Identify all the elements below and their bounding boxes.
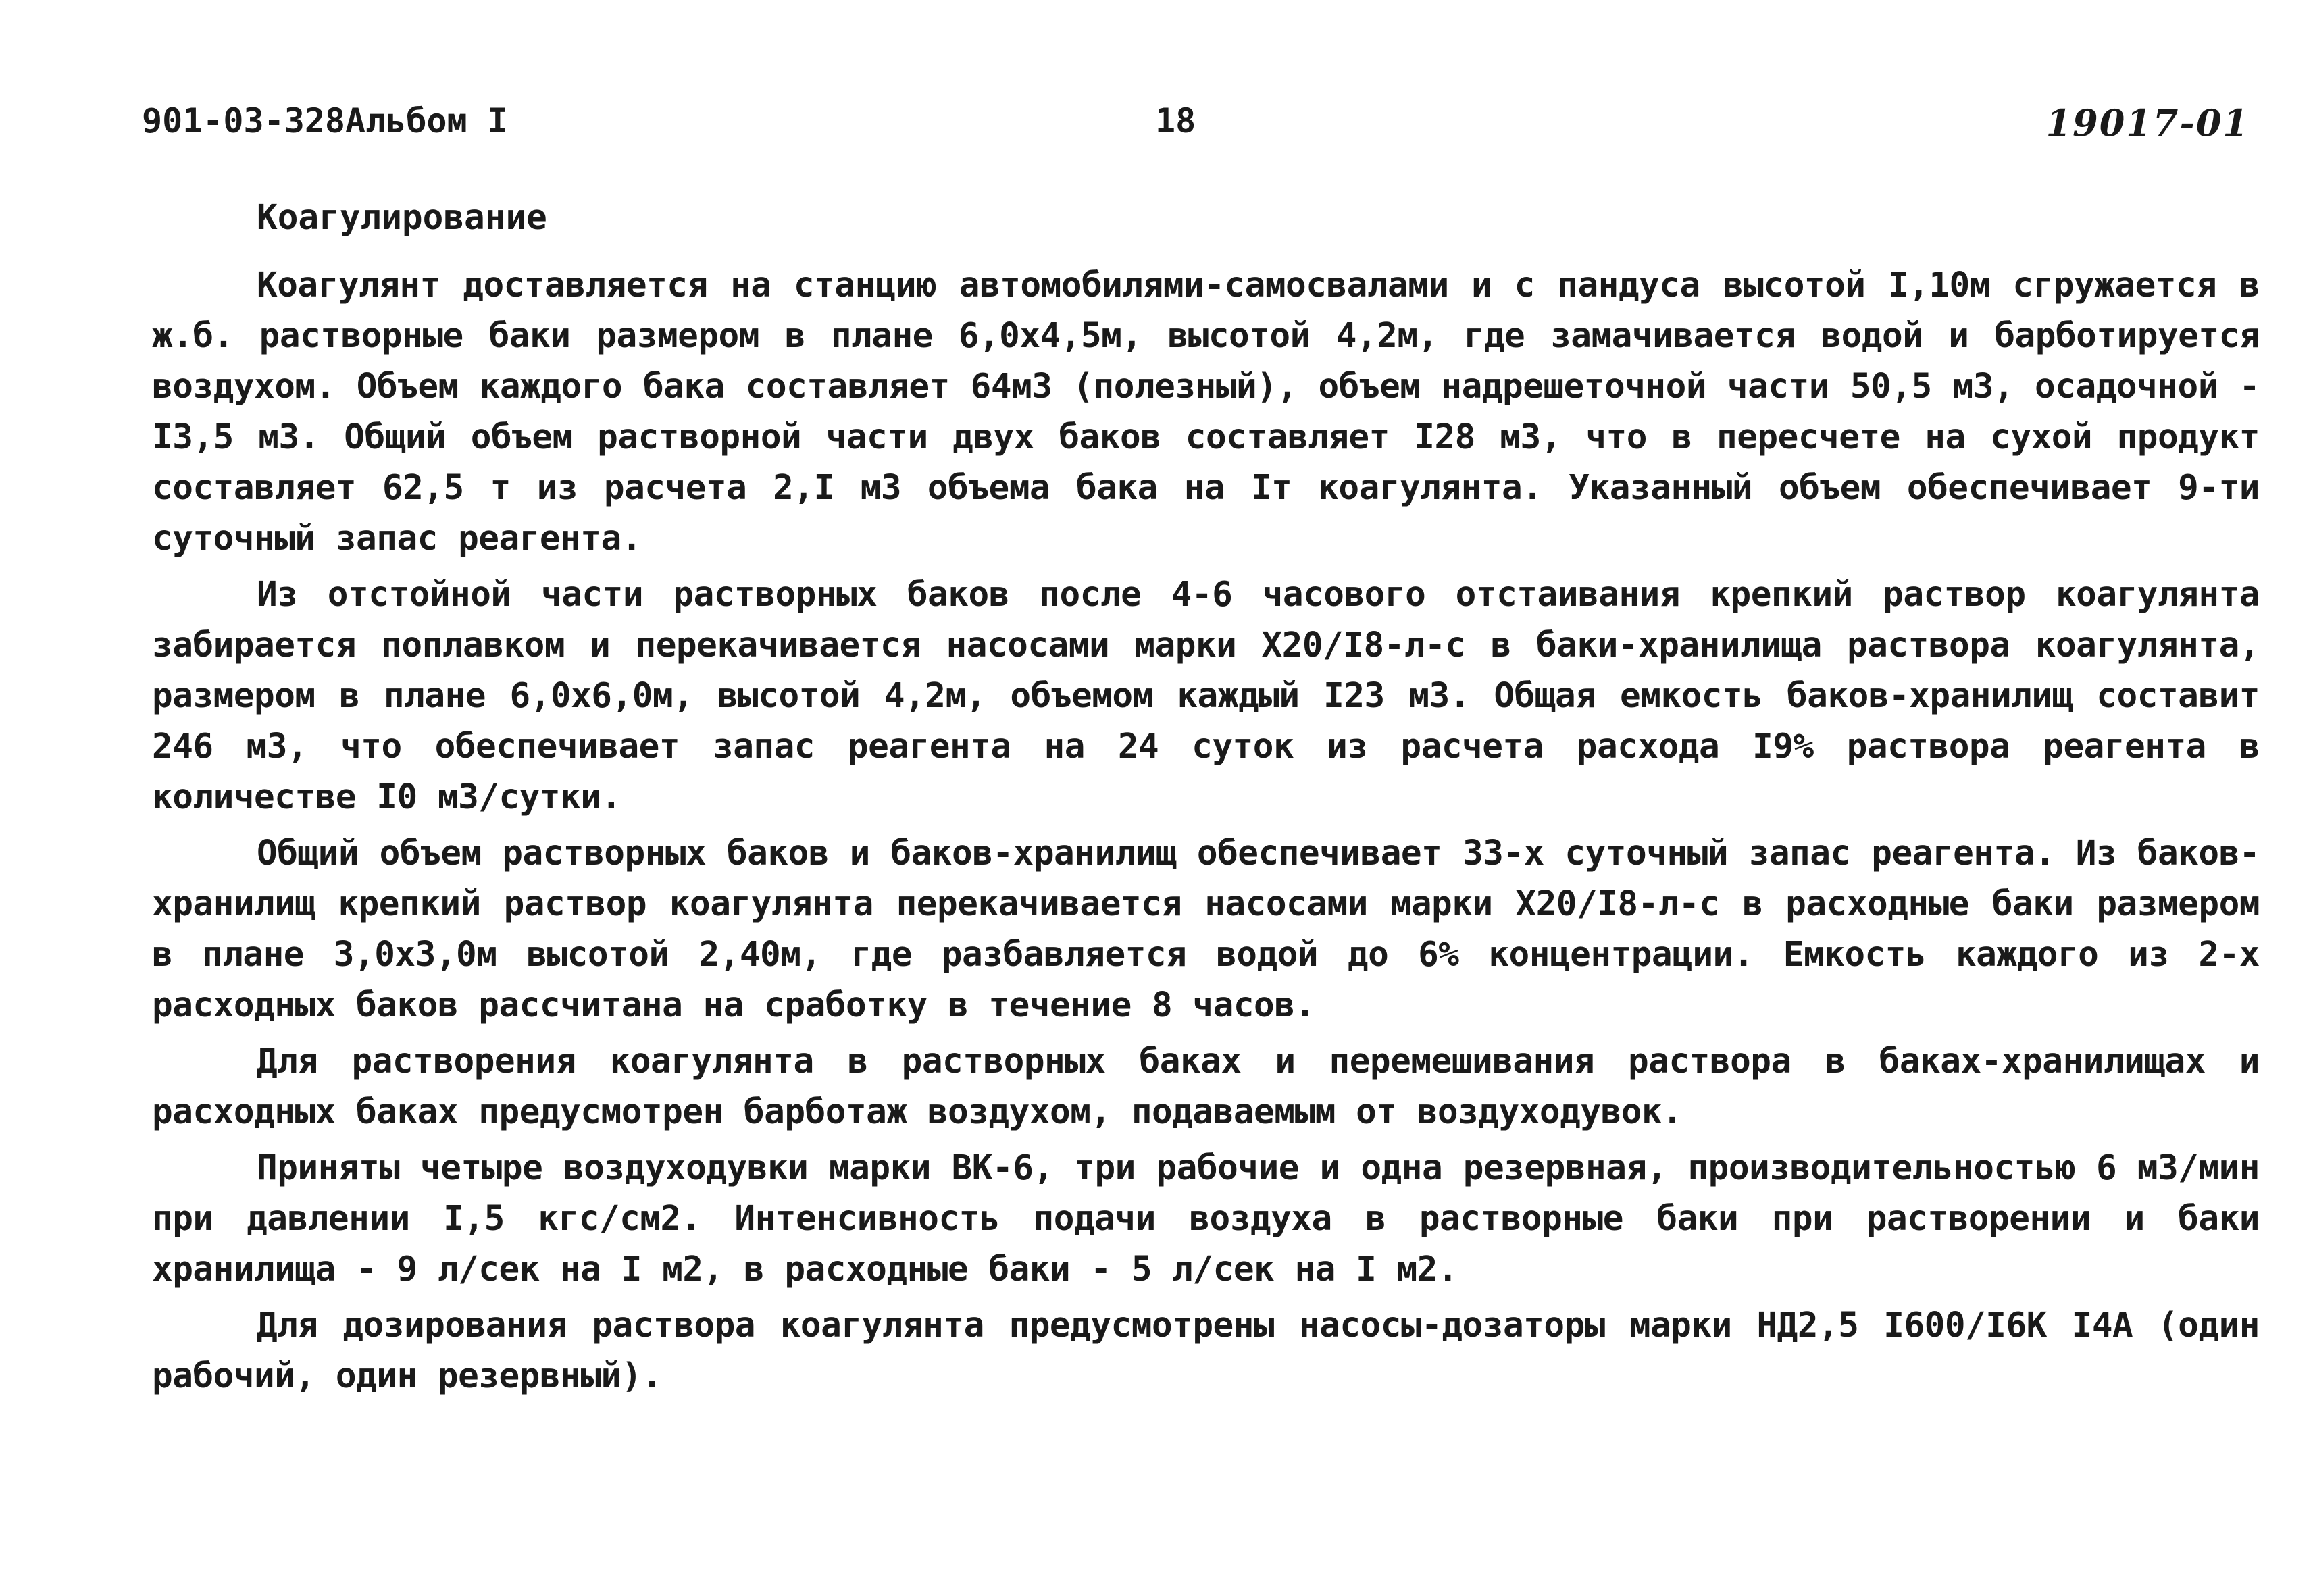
section-title: Коагулирование xyxy=(257,198,547,238)
paragraph-consumable-tanks: Общий объем растворных баков и баков-хранилищ обеспечивает 33-х суточный запас реагента. Из баков-хранилищ крепкий раствор коагулянта перекачивается насосами марки Х20/I8-л-с в расходные баки размером в плане 3,0х3,0м высотой 2,40м, где разбавляется водой до 6% концентрации. Емкость каждого из 2-х расходных баков рассчитана на сработку в течение 8 часов. xyxy=(152,833,2260,1025)
paragraph-dosing-pumps: Для дозирования раствора коагулянта предусмотрены насосы-дозаторы марки НД2,5 I600/I6К I4А (один рабочий, один резервный). xyxy=(152,1306,2260,1396)
paragraph-air-bubbling: Для растворения коагулянта в растворных баках и перемешивания раствора в баках-хранилищах и расходных баках предусмотрен барботаж воздухом, подаваемым от воздуходувок. xyxy=(152,1041,2260,1132)
page-header xyxy=(142,101,2250,155)
page-number: 18 xyxy=(1155,101,1196,140)
paragraph-storage-tanks: Из отстойной части растворных баков после 4-6 часового отстаивания крепкий раствор коагулянта забирается поплавком и перекачивается насосами марки Х20/I8-л-с в баки-хранилища раствора коагулянта, размером в плане 6,0х6,0м, высотой 4,2м, объемом каждый I23 м3. Общая емкость баков-хранилищ составит 246 м3, что обеспечивает запас реагента на 24 суток из расчета расхода I9% раствора реагента в количестве I0 м3/сутки. xyxy=(152,575,2260,817)
paragraph-coagulant-delivery: Коагулянт доставляется на станцию автомобилями-самосвалами и с пандуса высотой I,10м сгружается в ж.б. растворные баки размером в плане 6,0х4,5м, высотой 4,2м, где замачивается водой и барботируется воздухом. Объем каждого бака составляет 64м3 (полезный), объем надрешеточной части 50,5 м3, осадочной - I3,5 м3. Общий объем растворной части двух баков составляет I28 м3, что в пересчете на сухой продукт составляет 62,5 т из расчета 2,I м3 объема бака на Iт коагулянта. Указанный объем обеспечивает 9-ти суточный запас реагента. xyxy=(152,265,2260,559)
document-code: 901-03-328Альбом I xyxy=(142,101,508,140)
paragraph-blowers: Приняты четыре воздуходувки марки ВК-6, три рабочие и одна резервная, производительностью 6 м3/мин при давлении I,5 кгс/см2. Интенсивность подачи воздуха в растворные баки при растворении и баки хранилища - 9 л/сек на I м2, в расходные баки - 5 л/сек на I м2. xyxy=(152,1148,2260,1289)
handwritten-document-number: 19017-01 xyxy=(2045,101,2250,145)
document-body xyxy=(152,192,2260,1407)
